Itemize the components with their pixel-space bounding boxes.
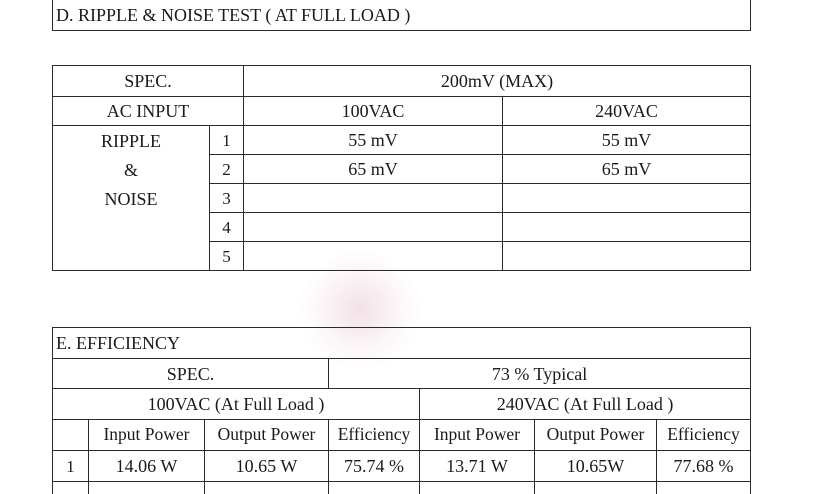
header-output-power-100: Output Power: [205, 420, 329, 451]
header-efficiency-240: Efficiency: [657, 420, 751, 451]
row-number: 2: [210, 155, 244, 184]
ripple-noise-section-header: [52, 0, 751, 31]
input-power-240: 13.71 W: [420, 451, 535, 482]
value-100vac: 55 mV: [244, 126, 503, 155]
header-efficiency-100: Efficiency: [329, 420, 420, 451]
row-number: 3: [210, 184, 244, 213]
row-number: 1: [53, 451, 89, 482]
row-number: 4: [210, 213, 244, 242]
output-power-100: 10.65 W: [205, 451, 329, 482]
ripple-row: [53, 126, 751, 155]
value-100vac: [244, 184, 503, 213]
header-output-power-240: Output Power: [535, 420, 657, 451]
input-power-100: 14.06 W: [89, 451, 205, 482]
output-power-240: 10.65W: [535, 451, 657, 482]
cut-cell: [89, 482, 205, 494]
ripple-noise-table: [52, 65, 751, 271]
efficiency-table: [52, 327, 751, 494]
cut-cell: [535, 482, 657, 494]
value-240vac: [503, 184, 751, 213]
ac-input-label: AC INPUT: [53, 97, 244, 126]
noise-word: NOISE: [53, 185, 209, 214]
cut-cell: [420, 482, 535, 494]
ripple-noise-label: [53, 126, 210, 271]
row-number: 5: [210, 242, 244, 271]
value-240vac: [503, 213, 751, 242]
cut-cell: [205, 482, 329, 494]
value-240vac: 55 mV: [503, 126, 751, 155]
spec-label: SPEC.: [53, 66, 244, 97]
efficiency-240: 77.68 %: [657, 451, 751, 482]
row-number-header: [53, 420, 89, 451]
value-240vac: 65 mV: [503, 155, 751, 184]
efficiency-100: 75.74 %: [329, 451, 420, 482]
value-100vac: 65 mV: [244, 155, 503, 184]
ripple-word: RIPPLE: [53, 127, 209, 156]
value-240vac: [503, 242, 751, 271]
column-100vac: 100VAC: [244, 97, 503, 126]
cut-cell: [329, 482, 420, 494]
section-d-title: D. RIPPLE & NOISE TEST ( AT FULL LOAD ): [53, 0, 751, 31]
header-input-power-240: Input Power: [420, 420, 535, 451]
header-input-power-100: Input Power: [89, 420, 205, 451]
column-240vac: 240VAC: [503, 97, 751, 126]
condition-100vac: 100VAC (At Full Load ): [53, 389, 420, 420]
ampersand: &: [53, 156, 209, 185]
section-e-title: E. EFFICIENCY: [53, 328, 751, 359]
efficiency-row: [53, 451, 751, 482]
spec-value: 200mV (MAX): [244, 66, 751, 97]
condition-240vac: 240VAC (At Full Load ): [420, 389, 751, 420]
row-number: 1: [210, 126, 244, 155]
cut-cell: [657, 482, 751, 494]
value-100vac: [244, 213, 503, 242]
value-100vac: [244, 242, 503, 271]
efficiency-spec-value: 73 % Typical: [329, 359, 751, 389]
cut-cell: [53, 482, 89, 494]
efficiency-spec-label: SPEC.: [53, 359, 329, 389]
